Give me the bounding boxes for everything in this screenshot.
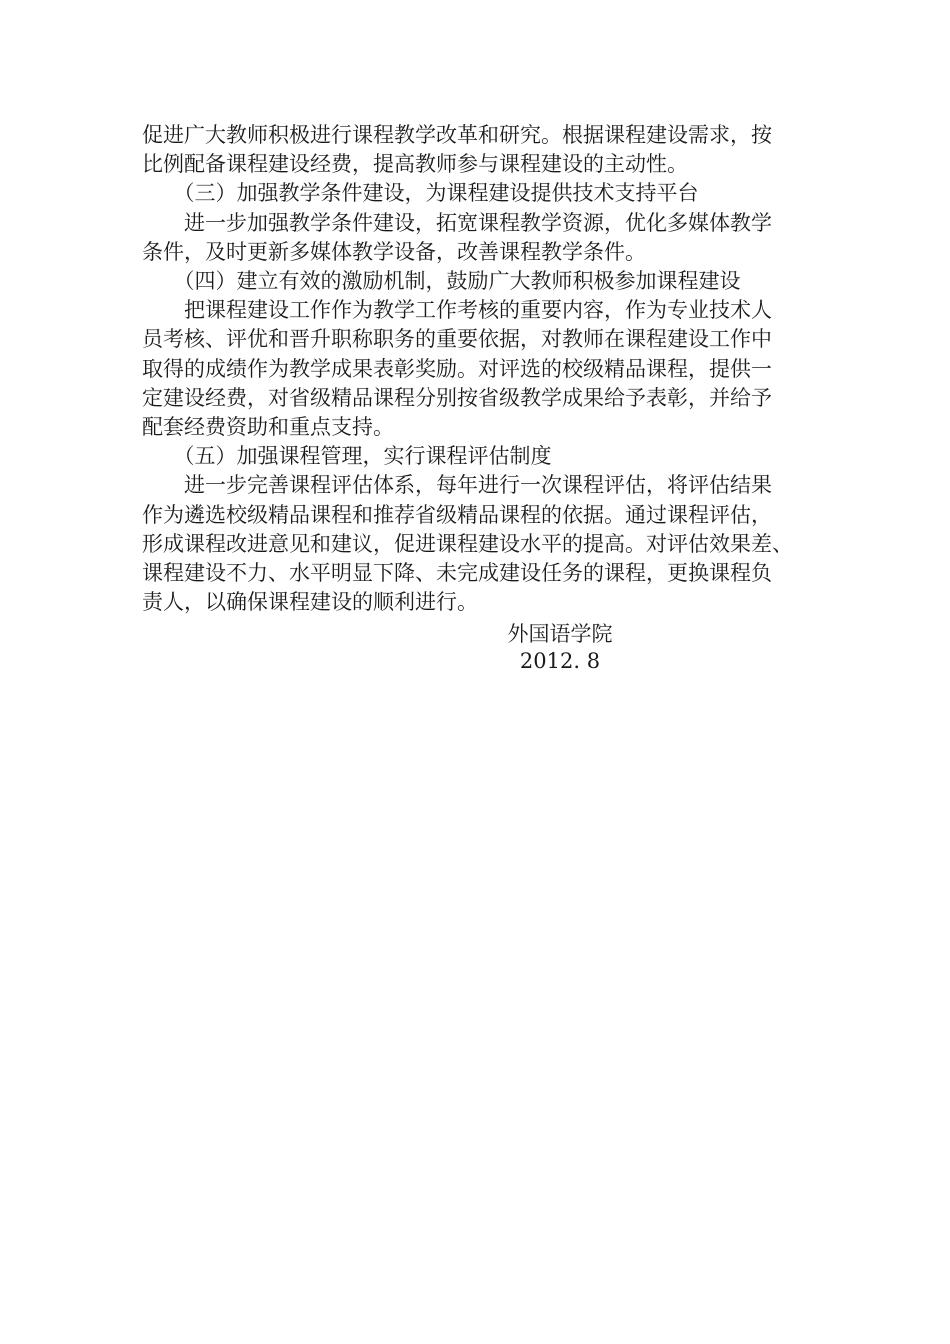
text-line: 促进广大教师积极进行课程教学改革和研究。根据课程建设需求，按 — [142, 123, 772, 147]
text-line: 形成课程改进意见和建议，促进课程建设水平的提高。对评估效果差、 — [142, 531, 793, 556]
section-heading-4: （四）建立有效的激励机制，鼓励广大教师积极参加课程建设 — [142, 269, 741, 294]
text-line: 作为遴选校级精品课程和推荐省级精品课程的依据。通过课程评估， — [142, 502, 772, 527]
text-line: 课程建设不力、水平明显下降、未完成建设任务的课程，更换课程负 — [142, 561, 772, 586]
text-line: 责人，以确保课程建设的顺利进行。 — [142, 590, 478, 615]
document-body — [142, 121, 810, 617]
text-line: 取得的成绩作为教学成果表彰奖励。对评选的校级精品课程，提供一 — [142, 356, 772, 381]
text-line: 进一步完善课程评估体系，每年进行一次课程评估，将评估结果 — [142, 473, 772, 498]
text-line: 把课程建设工作作为教学工作考核的重要内容，作为专业技术人 — [142, 298, 772, 323]
text-line: 员考核、评优和晋升职称职务的重要依据，对教师在课程建设工作中 — [142, 327, 772, 352]
section-heading-3: （三）加强教学条件建设，为课程建设提供技术支持平台 — [142, 181, 699, 206]
text-line: 进一步加强教学条件建设，拓宽课程教学资源，优化多媒体教学 — [142, 210, 772, 235]
text-line: 定建设经费，对省级精品课程分别按省级教学成果给予表彰，并给予 — [142, 385, 772, 410]
signature-block — [460, 621, 660, 675]
text-line: 条件，及时更新多媒体教学设备，改善课程教学条件。 — [142, 239, 646, 264]
text-line: 比例配备课程建设经费，提高教师参与课程建设的主动性。 — [142, 152, 688, 177]
signature-org: 外国语学院 — [507, 622, 613, 646]
signature-date: 2012. 8 — [519, 649, 601, 673]
section-heading-5: （五）加强课程管理，实行课程评估制度 — [142, 444, 552, 469]
text-line: 配套经费资助和重点支持。 — [142, 415, 394, 440]
